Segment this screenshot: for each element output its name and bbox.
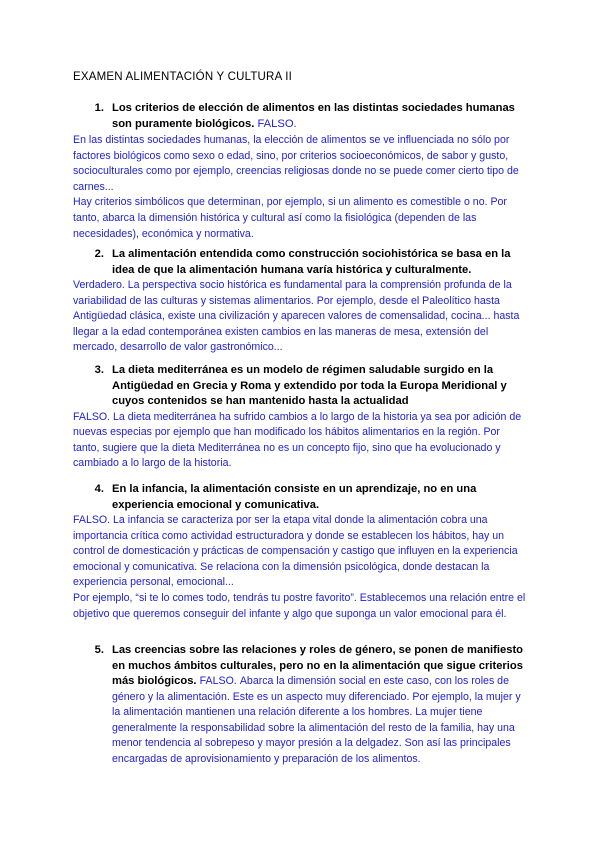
question-text: En la infancia, la alimentación consiste en un aprendizaje, no en una experiencia emocional y comunicativa. <box>112 483 477 511</box>
question-4 <box>73 482 527 622</box>
question-verdict: FALSO. <box>199 675 237 687</box>
answer-inline: Abarca la dimensión social en este caso, con los roles de género y la alimentación. Este es un aspecto muy diferenciado. Por ejemplo, la mujer y la alimentación mantienen una relación diferente a los hombres. La mujer tiene generalmente la responsabilidad sobre la alimentación del resto de la familia, hay una menor tendencia al sobrepeso y mayor presión a la delgadez. Son así las principales encargadas de aprovisionamiento y preparación de los alimentos. <box>112 675 521 765</box>
answer-paragraph: Hay criterios simbólicos que determinan, por ejemplo, si un alimento es comestible o no. Por tanto, abarca la dimensión histórica y cultural así como la fisiológica (dependen de las necesidades), económica y normativa. <box>73 196 507 240</box>
document-title: EXAMEN ALIMENTACIÓN Y CULTURA II <box>73 71 292 83</box>
question-verdict: FALSO. <box>257 117 297 130</box>
question-text: La dieta mediterránea es un modelo de régimen saludable surgido en la Antigüedad en Grecia y Roma y extendido por toda la Europa Meridional y cuyos contenidos se han mantenido hasta la actualidad <box>112 364 507 407</box>
question-text: La alimentación entendida como construcción sociohistórica se basa en la idea de que la alimentación humana varía histórica y culturalmente. <box>112 248 511 276</box>
answer-paragraph: En las distintas sociedades humanas, la elección de alimentos se ve influenciada no sólo por factores biológicos como sexo o edad, sino, por criterios socioeconómicos, de sabor y gusto, socioculturales como por ejemplo, creencias religiosas donde no se puede comer cierto tipo de carnes... <box>73 134 519 193</box>
answer <box>73 513 527 622</box>
answer-paragraph: FALSO. La infancia se caracteriza por ser la etapa vital donde la alimentación cobra una importancia crítica como actividad estructuradora y donde se establecen los hábitos, hay un control de domesticación y prácticas de compensación y castigo que influyen en la experiencia emocional y comunicativa. Se relaciona con la dimensión psicológica, donde destacan la experiencia personal, emocional... <box>73 514 518 589</box>
answer-paragraph: Por ejemplo, “si te lo comes todo, tendrás tu postre favorito”. Establecemos una relación entre el objetivo que queremos conseguir del infante y algo que suponga un valor emocional para él. <box>73 591 526 620</box>
question-text: Los criterios de elección de alimentos en las distintas sociedades humanas son puramente biológicos. <box>112 102 515 130</box>
question-number: 5. <box>94 644 104 656</box>
question-number: 2. <box>94 248 104 260</box>
question-2 <box>73 247 527 356</box>
answer-paragraph: FALSO. La dieta mediterránea ha sufrido cambios a lo largo de la historia ya sea por adición de nuevas especias por ejemplo que han modificado los hábitos alimentarios en la región. Por tanto, sugiere que la dieta Mediterránea no es un concepto fijo, sino que ha evolucionado y cambiado a lo largo de la historia. <box>73 410 522 470</box>
question-5 <box>73 643 527 767</box>
question-number: 3. <box>94 364 104 376</box>
question-number: 4. <box>94 483 104 495</box>
question-3 <box>73 363 527 472</box>
question-1 <box>73 101 527 242</box>
answer <box>73 278 527 356</box>
question-number: 1. <box>94 102 104 114</box>
answer-paragraph: Verdadero. La perspectiva socio histórica es fundamental para la comprensión profunda de la variabilidad de las culturas y sistemas alimentarios. Por ejemplo, desde el Paleolítico hasta Antigüedad clásica, existe una civilización y aparecen valores de comensalidad, cocina... hasta llegar a la edad contemporánea existen cambios en las maneras de mesa, extensión del mercado, desarrollo de valor gastronómico... <box>73 279 520 354</box>
question-text: Las creencias sobre las relaciones y roles de género, se ponen de manifiesto en muchos ámbitos culturales, pero no en la alimentación que sigue criterios más biológicos. <box>112 644 523 687</box>
answer <box>73 410 527 472</box>
answer <box>73 133 527 242</box>
